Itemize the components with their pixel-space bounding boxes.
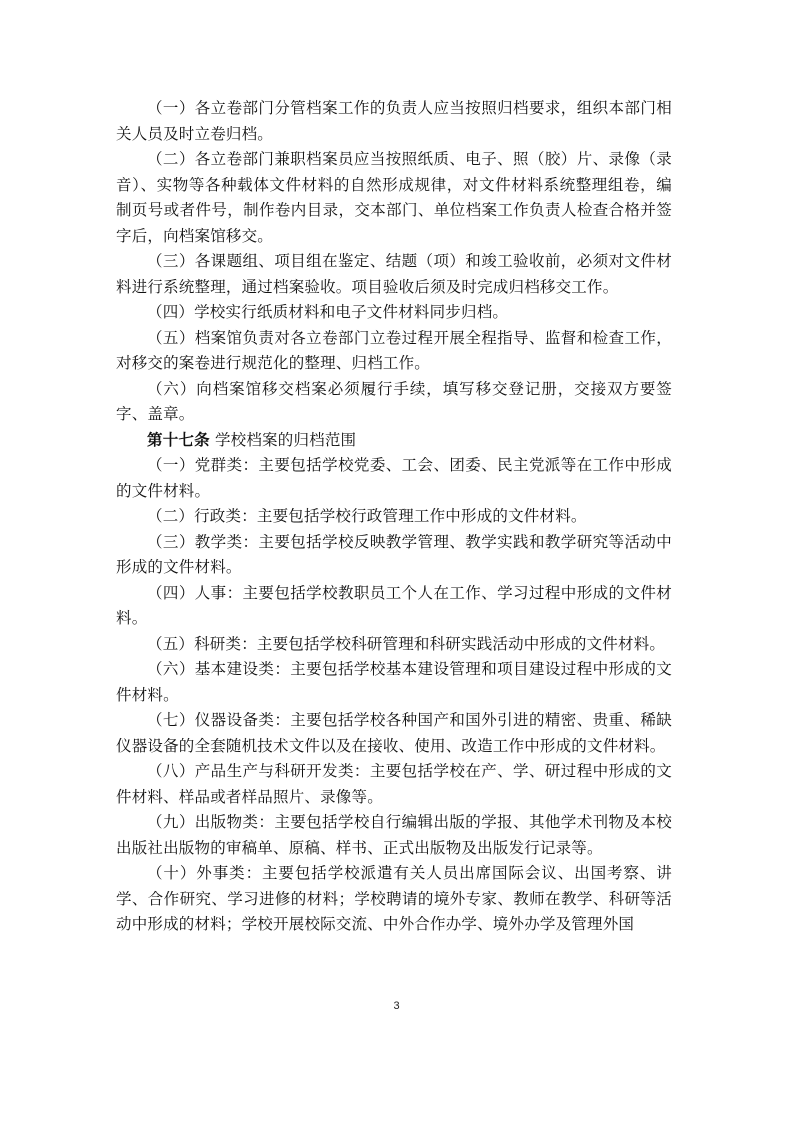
article-heading bbox=[116, 428, 672, 454]
document-body bbox=[116, 96, 672, 938]
article-number: 第十七条 bbox=[147, 430, 210, 449]
paragraph-2: （二）各立卷部门兼职档案员应当按照纸质、电子、照（胶）片、录像（录音）、实物等各种载体文件材料的自然形成规律，对文件材料系统整理组卷，编制页号或者件号，制作卷内目录，交本部门、单位档案工作负责人检查合格并签字后，向档案馆移交。 bbox=[116, 150, 672, 245]
scope-item-2: （二）行政类：主要包括学校行政管理工作中形成的文件材料。 bbox=[147, 507, 587, 525]
paragraph-5: （五）档案馆负责对各立卷部门立卷过程开展全程指导、监督和检查工作，对移交的案卷进行规范化的整理、归档工作。 bbox=[116, 328, 672, 372]
scope-item-10: （十）外事类：主要包括学校派遣有关人员出席国际会议、出国考察、讲学、合作研究、学习进修的材料；学校聘请的境外专家、教师在教学、科研等活动中形成的材料；学校开展校际交流、中外合作办学、境外办学及管理外国 bbox=[116, 864, 672, 933]
paragraph-6: （六）向档案馆移交档案必须履行手续，填写移交登记册，交接双方要签字、盖章。 bbox=[116, 379, 672, 423]
paragraph-1: （一）各立卷部门分管档案工作的负责人应当按照归档要求，组织本部门相关人员及时立卷归档。 bbox=[116, 99, 672, 143]
scope-item-4: （四）人事：主要包括学校教职员工个人在工作、学习过程中形成的文件材料。 bbox=[116, 583, 672, 627]
scope-item-7: （七）仪器设备类：主要包括学校各种国产和国外引进的精密、贵重、稀缺仪器设备的全套随机技术文件以及在接收、使用、改造工作中形成的文件材料。 bbox=[116, 711, 672, 755]
scope-item-9: （九）出版物类：主要包括学校自行编辑出版的学报、其他学术刊物及本校出版社出版物的审稿单、原稿、样书、正式出版物及出版发行记录等。 bbox=[116, 813, 672, 857]
article-title: 学校档案的归档范围 bbox=[214, 430, 357, 449]
scope-item-6: （六）基本建设类：主要包括学校基本建设管理和项目建设过程中形成的文件材料。 bbox=[116, 660, 672, 704]
page-number: 3 bbox=[393, 1000, 400, 1012]
paragraph-4: （四）学校实行纸质材料和电子文件材料同步归档。 bbox=[147, 303, 509, 321]
scope-item-8: （八）产品生产与科研开发类：主要包括学校在产、学、研过程中形成的文件材料、样品或者样品照片、录像等。 bbox=[116, 762, 672, 806]
scope-item-3: （三）教学类：主要包括学校反映教学管理、教学实践和教学研究等活动中形成的文件材料。 bbox=[116, 532, 672, 576]
paragraph-3: （三）各课题组、项目组在鉴定、结题（项）和竣工验收前，必须对文件材料进行系统整理，通过档案验收。项目验收后须及时完成归档移交工作。 bbox=[116, 252, 672, 296]
scope-item-1: （一）党群类：主要包括学校党委、工会、团委、民主党派等在工作中形成的文件材料。 bbox=[116, 456, 672, 500]
scope-item-5: （五）科研类：主要包括学校科研管理和科研实践活动中形成的文件材料。 bbox=[147, 634, 666, 653]
